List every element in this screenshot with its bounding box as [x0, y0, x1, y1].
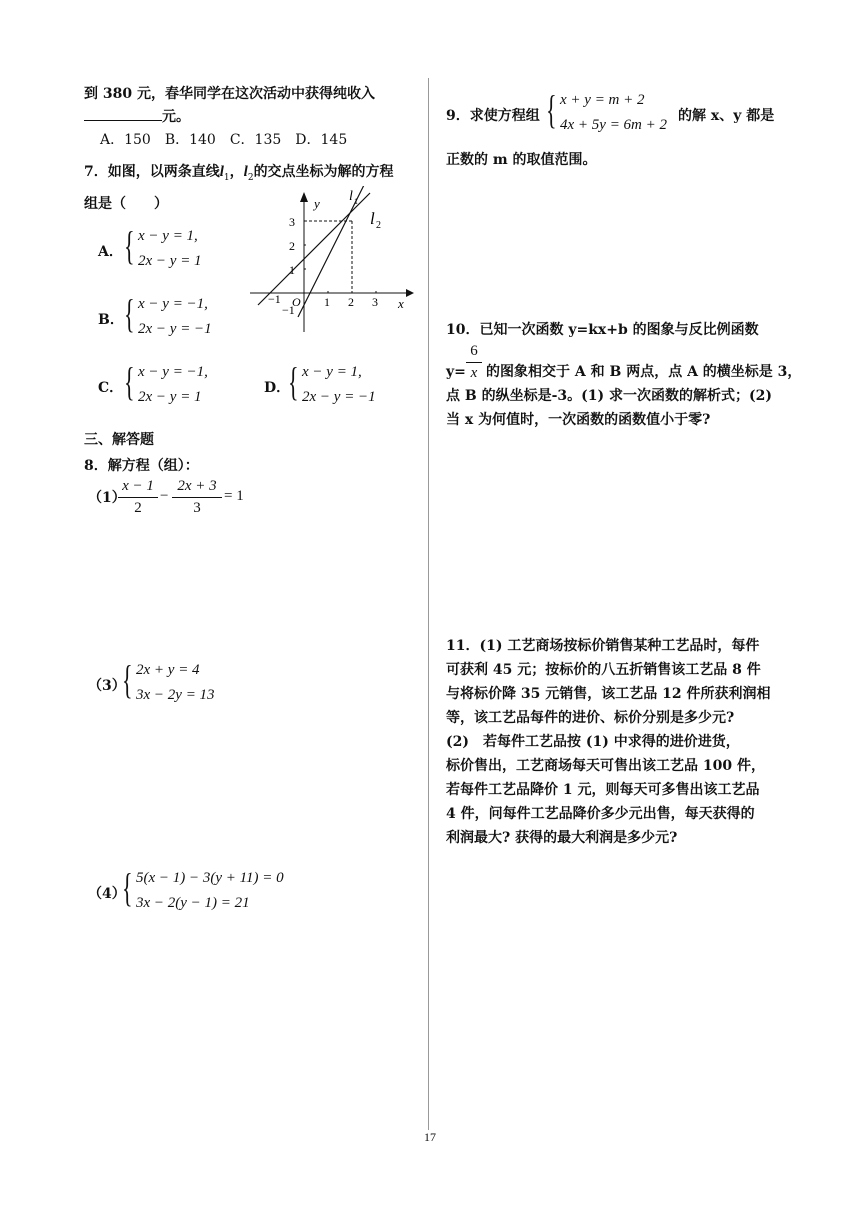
eq1: x − y = −1,: [138, 296, 208, 312]
x-tick-label: 2: [348, 295, 354, 309]
denominator: 2: [134, 500, 142, 516]
x-tick-label: −1: [268, 292, 281, 306]
y-tick-label: 2: [289, 239, 295, 253]
eq2: 2x − y = 1: [138, 253, 202, 269]
q7-comma: ，: [229, 164, 244, 180]
answer-blank[interactable]: [84, 106, 162, 121]
brace: {: [124, 291, 135, 336]
q9-post: 的解 x、y 都是: [678, 108, 775, 124]
q6-continuation: 到 380 元，春华同学在这次活动中获得纯收入: [84, 86, 375, 102]
y-tick-label: 1: [289, 263, 295, 277]
q7-option-c-label: C．: [98, 380, 124, 396]
q8-1-minus: −: [160, 488, 169, 504]
eq1: x + y = m + 2: [560, 92, 645, 108]
eq1: 2x + y = 4: [136, 662, 200, 678]
fraction-bar: [172, 497, 222, 498]
eq1: x − y = −1,: [138, 364, 208, 380]
brace: {: [124, 223, 135, 268]
y-axis-label: y: [314, 196, 320, 211]
brace: {: [546, 87, 557, 132]
q7-option-d-label: D．: [264, 380, 291, 396]
numerator: 6: [470, 343, 478, 359]
q7-option-a-system: [124, 223, 244, 276]
q7-stem: [84, 162, 394, 188]
q11-line: 若每件工艺品降价 1 元，则每天可多售出该工艺品: [446, 782, 760, 798]
q9-pre: 9．求使方程组: [446, 108, 540, 124]
q7-l1-sub: 1: [223, 172, 230, 183]
eq2: 2x − y = 1: [138, 389, 202, 405]
q7-option-b-system: [124, 291, 244, 344]
q10-y-eq: y=: [446, 364, 466, 380]
l1-label: l: [349, 189, 353, 204]
x-tick-label: 3: [372, 295, 378, 309]
q8-1-label: （1）: [88, 490, 126, 506]
q10-line2: 的图象相交于 A 和 B 两点，点 A 的横坐标是 3，: [486, 364, 802, 380]
fraction-bar: [466, 362, 482, 363]
q10-line1: 10．已知一次函数 y=kx+b 的图象与反比例函数: [446, 322, 759, 338]
q10-line3: 点 B 的纵坐标是-3。(1) 求一次函数的解析式；(2): [446, 388, 772, 404]
line-l2: [298, 186, 370, 317]
eq2: 3x − 2y = 13: [136, 687, 215, 703]
l1-sub: 1: [354, 197, 358, 206]
q7-option-b-label: B．: [98, 312, 124, 328]
eq1: x − y = 1,: [138, 228, 198, 244]
q11-line: 利润最大? 获得的最大利润是多少元?: [446, 830, 678, 846]
q7-stem-pre: 7．如图，以两条直线: [84, 164, 220, 180]
q8-3-label: （3）: [88, 678, 126, 694]
q7-option-a-label: A．: [98, 244, 123, 260]
page-number: 17: [424, 1130, 436, 1144]
l2-label: l: [370, 209, 375, 228]
eq1: 5(x − 1) − 3(y + 11) = 0: [136, 870, 284, 886]
y-tick-label: −1: [282, 303, 295, 317]
q6-answer-line: [84, 106, 190, 127]
q11-line: (2) 若每件工艺品按 (1) 中求得的进价进货，: [446, 734, 740, 750]
y-tick-label: 3: [289, 215, 295, 229]
q7-option-d-system: [288, 359, 408, 412]
brace: {: [122, 657, 133, 702]
l2-sub: 2: [376, 220, 381, 231]
eq2: 2x − y = −1: [302, 389, 376, 405]
q11-block: [446, 634, 770, 850]
brace: {: [124, 359, 135, 404]
q8-4-label: （4）: [88, 886, 126, 902]
q8-1-frac2: [172, 478, 222, 517]
q10-frac: [466, 343, 482, 382]
section-3-heading: 三、解答题: [84, 432, 154, 448]
q7-graph: [248, 186, 416, 336]
q11-line: 4 件，问每件工艺品降价多少元出售，每天获得的: [446, 806, 755, 822]
q11-line: 与将标价降 35 元销售，该工艺品 12 件所获利润相: [446, 686, 771, 702]
denominator: x: [470, 365, 478, 381]
q8-1-frac1: [118, 478, 158, 517]
x-tick-label: 1: [324, 295, 330, 309]
q11-line: 等，该工艺品每件的进价、标价分别是多少元?: [446, 710, 735, 726]
y-axis-arrow: [300, 192, 308, 202]
origin-label: O: [292, 295, 301, 309]
q8-4-system: [122, 865, 322, 918]
q11-line: 可获利 45 元；按标价的八五折销售该工艺品 8 件: [446, 662, 761, 678]
q7-stem-line2: 组是（ ）: [84, 196, 168, 212]
q9-system: [546, 87, 676, 140]
q10-line4: 当 x 为何值时，一次函数的函数值小于零?: [446, 412, 711, 428]
eq2: 3x − 2(y − 1) = 21: [136, 895, 250, 911]
q6-unit: 元。: [162, 109, 190, 125]
x-axis-label: x: [398, 296, 404, 311]
q7-l2-sub: 2: [247, 172, 254, 183]
q7-stem-post: 的交点坐标为解的方程: [253, 164, 394, 180]
q7-l1: l: [219, 164, 224, 180]
denominator: 3: [193, 500, 201, 516]
q6-options: A．150 B．140 C．135 D．145: [100, 132, 348, 148]
q11-line: 标价售出，工艺商场每天可售出该工艺品 100 件，: [446, 758, 765, 774]
brace: {: [288, 359, 299, 404]
x-axis-arrow: [406, 289, 414, 297]
q8-3-system: [122, 657, 262, 710]
numerator: x − 1: [122, 478, 154, 494]
q11-line: 11．(1) 工艺商场按标价销售某种工艺品时，每件: [446, 638, 760, 654]
brace: {: [122, 865, 133, 910]
numerator: 2x + 3: [177, 478, 217, 494]
q7-option-c-system: [124, 359, 244, 412]
q9-line2: 正数的 m 的取值范围。: [446, 152, 597, 168]
q7-l2: l: [243, 164, 248, 180]
q8-1-rhs: = 1: [224, 488, 244, 504]
q8-title: 8．解方程（组）：: [84, 458, 199, 474]
fraction-bar: [118, 497, 158, 498]
column-divider: [428, 78, 429, 1130]
eq1: x − y = 1,: [302, 364, 362, 380]
eq2: 2x − y = −1: [138, 321, 212, 337]
eq2: 4x + 5y = 6m + 2: [560, 117, 668, 133]
